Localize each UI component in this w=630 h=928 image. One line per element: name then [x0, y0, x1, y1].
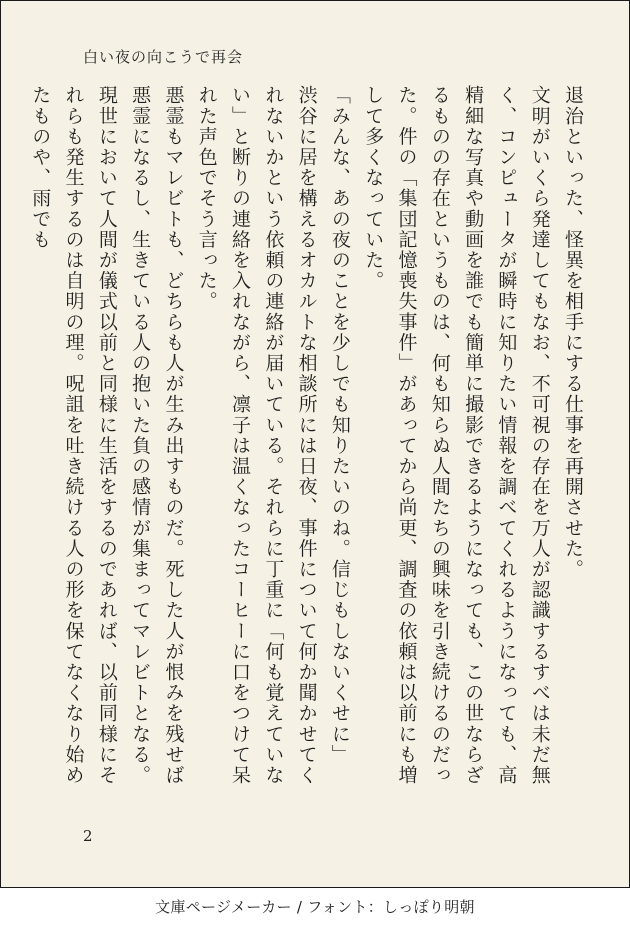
footer-credit: 文庫ページメーカー / フォント：しっぽり明朝 — [155, 898, 475, 916]
vertical-body-text — [23, 85, 589, 805]
page-number: 2 — [83, 827, 93, 845]
paragraph-5: 悪霊もマレビトも、どちらも人が生み出すものだ。死した人が恨みを残せば悪霊になるし、生きている人の抱いた負の感情が集まってマレビトとなる。現世において人間が儀式以前と同様に生活をするのであれば、以前同様にそれらも発生するのは自明の理。呪詛を吐き続ける人の形を保てなくなり始めたものや、雨でも — [29, 85, 185, 786]
paragraph-4: 渋谷に居を構えるオカルトな相談所には日夜、事件について何か聞かせてくれないかという依頼の連絡が届いている。それらに丁重に「何も覚えていない」と断りの連絡を入れながら、凛子は温くなったコーヒーに口をつけて呆れた声色でそう言った。 — [195, 85, 318, 786]
paragraph-2: 文明がいくら発達してもなお、不可視の存在を万人が認識するすべは未だ無く、コンピュータが瞬時に知りたい情報を調べてくれるようになっても、高精細な写真や動画を誰でも簡単に撮影できるようになっても、この世ならざるものの存在というものは、何も知らぬ人間たちの興味を引き続けるのだった。件の「集団記憶喪失事件」があってから尚更、調査の依頼は以前にも増して多くなっていた。 — [362, 85, 551, 786]
paragraph-3-dialogue: 「みんな、あの夜のことを少しでも知りたいのね。信じもしないくせに」 — [328, 85, 351, 765]
paragraph-1: 退治といった、怪異を相手にする仕事を再開させた。 — [562, 85, 584, 580]
running-header-title: 白い夜の向こうで再会 — [83, 48, 244, 66]
